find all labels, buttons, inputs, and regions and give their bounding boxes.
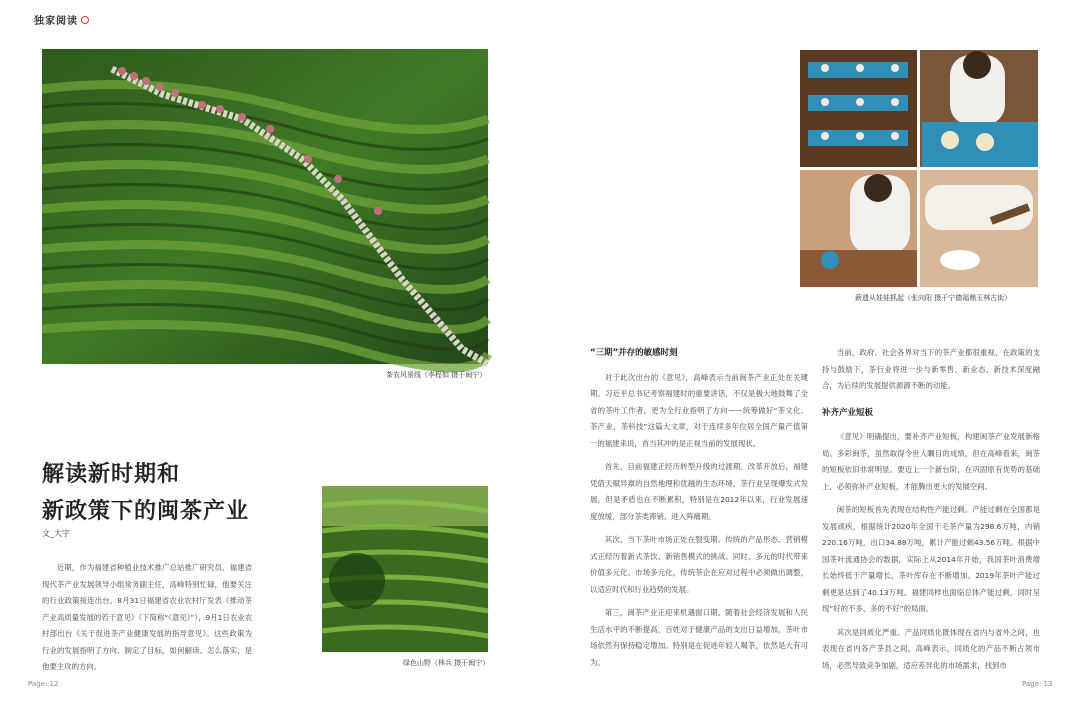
article-title-line2: 新政策下的闽茶产业 <box>42 499 250 524</box>
collage-panel-bottom-left <box>800 170 917 287</box>
section1-paragraph: 其次，当下茶叶市场正处在裂变期。传统的产品形态、营销模式正经历着新式茶饮、新销售模式的挑战。同时，多元的时代带来价值多元化、市场多元化，传统茶企在应对过程中必须做出调整，以适应时代和行业趋势的发展。 <box>590 535 808 594</box>
tea-terrace-photo <box>42 49 488 364</box>
section2-heading: 补齐产业短板 <box>822 407 874 418</box>
collage-panel-top-left <box>800 50 917 167</box>
right-column-2 <box>822 345 1040 670</box>
section2-paragraph: 闽茶的短板首先表现在结构性产能过剩。产能过剩在全国都是发展顽疾，根据统计2020年全国干毛茶产量为298.6万吨，内销220.16万吨，出口34.88万吨，累计产能过剩43.56万吨。根据中国茶叶流通协会的数据，实际上从2014年开始，我国茶叶消费增长始终低于产量增长，茶叶库存在不断增加。2019年茶叶产能过剩更是达到了40.13万吨。福建同样也面临总体产能过剩，同时呈现“好的不多、多的不好”的局面。 <box>822 505 1040 613</box>
hills-photo-caption: 绿色山野（林兵 摄于闽宁） <box>403 659 490 667</box>
section1-paragraph: 对于此次出台的《意见》，高峰表示当前闽茶产业正处在关键期。习近平总书记考察福建时的重要讲话，不仅是极大地鼓舞了全省的茶叶工作者，更为全行业指明了方向——统筹做好“茶文化、茶产业、茶科技”这篇大文章，对于连续多年位居全国产量产值第一的福建来说，首当其冲的是正视当前的发展现状。 <box>590 372 808 448</box>
section1-heading: “三期”并存的敏感时刻 <box>590 348 678 358</box>
page-number-right: Page: 13 <box>1022 680 1053 688</box>
article-author: 文_大宇 <box>42 529 70 538</box>
section-tag <box>34 12 89 27</box>
section-dot-icon <box>81 16 89 24</box>
green-hills-photo <box>322 486 488 652</box>
tea-ceremony-collage <box>800 50 1038 287</box>
collage-caption: 薪遗从娃娃抓起（张向阳 摄于宁德福鼎玉林古街） <box>855 294 1012 302</box>
terrace-photo-caption: 茶农风景线（李程如 摄于闽宁） <box>386 371 487 379</box>
intro-column <box>42 560 252 683</box>
collage-panel-bottom-right <box>920 170 1038 287</box>
section1-paragraph: 第三，闽茶产业正迎来机遇窗口期。随着社会经济发展和人民生活水平的不断提高，百姓对于健康产品的支出日益增加，茶叶市场依然有保持稳定增加。特别是在促进年轻人喝茶，依然是大有可为。 <box>590 608 808 667</box>
collage-panel-top-right <box>920 50 1038 167</box>
intro-paragraph: 近期，作为福建省种植业技术推广总站推广研究员、福建省现代茶产业发展领导小组常务副主任，高峰特别忙碌，他要关注的行业政策接连出台。8月31日福建省农业农村厅发表《推动茶产业高质量发展的若干意见》（下简称“《意见》”），9月1日农业农村部出台《关于促进茶产业健康发展的指导意见》。这些政策为行业的发展指明了方向、制定了目标，如何解读、怎么落实，是他要主攻的方向。 <box>42 563 252 671</box>
col3-intro-paragraph: 当前，政府、社会各界对当下的茶产业都很重视，在政策的支持与鼓励下，茶行业将进一步与新零售、新业态、新技术深度融合，为后续的发展提供源源不断的动能。 <box>822 348 1040 390</box>
section2-paragraph: 其次是同质化严重。产品同质化既体现在省内与省外之间，也表现在省内各产茶县之间。高峰表示，同质化的产品不断占领市场，必然导致竞争加剧，适应差异化的市场需求，找到市 <box>822 627 1040 670</box>
section-label: 独家阅读 <box>34 16 78 27</box>
article-title-line1: 解读新时期和 <box>42 462 181 487</box>
right-column-1 <box>590 345 808 678</box>
article-title <box>42 456 302 530</box>
page-number-left: Page: 12 <box>28 680 59 688</box>
section2-paragraph: 《意见》明确提出，要补齐产业短板，构建闽茶产业发展新格局。多彩闽茶，虽然取得令世人瞩目的成绩，但在高峰看来，闽茶的短板依旧非常明显。要迈上一个新台阶，在巩固原有优势的基础上，必须弥补产业短板，才能腾出更大的发展空间。 <box>822 432 1040 491</box>
section1-paragraph: 首先，目前福建正经历转型升级的过渡期。改革开放后，福建凭借天赋异禀的自然地理和优越的生态环境，茶行业呈现爆发式发展，但是矛盾也在不断累积，特别是在2012年以来，行业发展速度放缓，部分茶类滞销、进入阵痛期。 <box>590 462 808 521</box>
